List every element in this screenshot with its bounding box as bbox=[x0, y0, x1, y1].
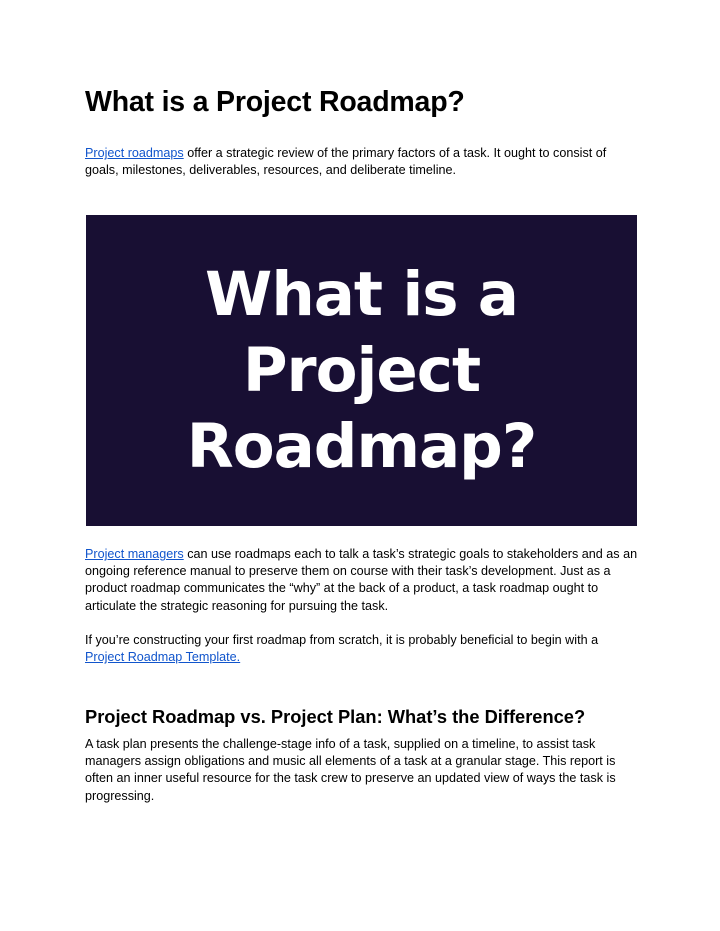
managers-paragraph bbox=[85, 546, 640, 615]
managers-text: can use roadmaps each to talk a task’s strategic goals to stakeholders and as an ongoing reference manual to preserve them on course with their task’s development. Just as a product roadmap communicates the “why” at the back of a product, a task roadmap ought to articulate the strategic reasoning for pursuing the task. bbox=[85, 547, 638, 613]
hero-line-1: What is a bbox=[205, 258, 518, 330]
hero-image-text bbox=[187, 257, 536, 485]
section-body: A task plan presents the challenge-stage info of a task, supplied on a timeline, to assist task managers assign obligations and music all elements of a task at a granular stage. This report is often an inner useful resource for the task crew to preserve an updated view of ways the task is progressing. bbox=[85, 737, 616, 803]
hero-line-3: Roadmap? bbox=[186, 410, 537, 482]
template-paragraph bbox=[85, 632, 640, 666]
section-heading: Project Roadmap vs. Project Plan: What’s the Difference? bbox=[85, 706, 586, 727]
page-title: What is a Project Roadmap? bbox=[85, 86, 465, 118]
intro-paragraph bbox=[85, 145, 640, 179]
project-managers-link[interactable]: Project managers bbox=[85, 547, 184, 561]
project-roadmaps-link[interactable]: Project roadmaps bbox=[85, 146, 184, 160]
intro-text: offer a strategic review of the primary factors of a task. It ought to consist of goals, milestones, deliverables, resources, and deliberate timeline. bbox=[85, 146, 607, 178]
hero-image bbox=[86, 215, 637, 526]
template-text: If you’re constructing your first roadmap from scratch, it is probably beneficial to begin with a bbox=[85, 633, 599, 647]
roadmap-template-link[interactable]: Project Roadmap Template. bbox=[85, 650, 241, 665]
hero-line-2: Project bbox=[242, 334, 481, 406]
